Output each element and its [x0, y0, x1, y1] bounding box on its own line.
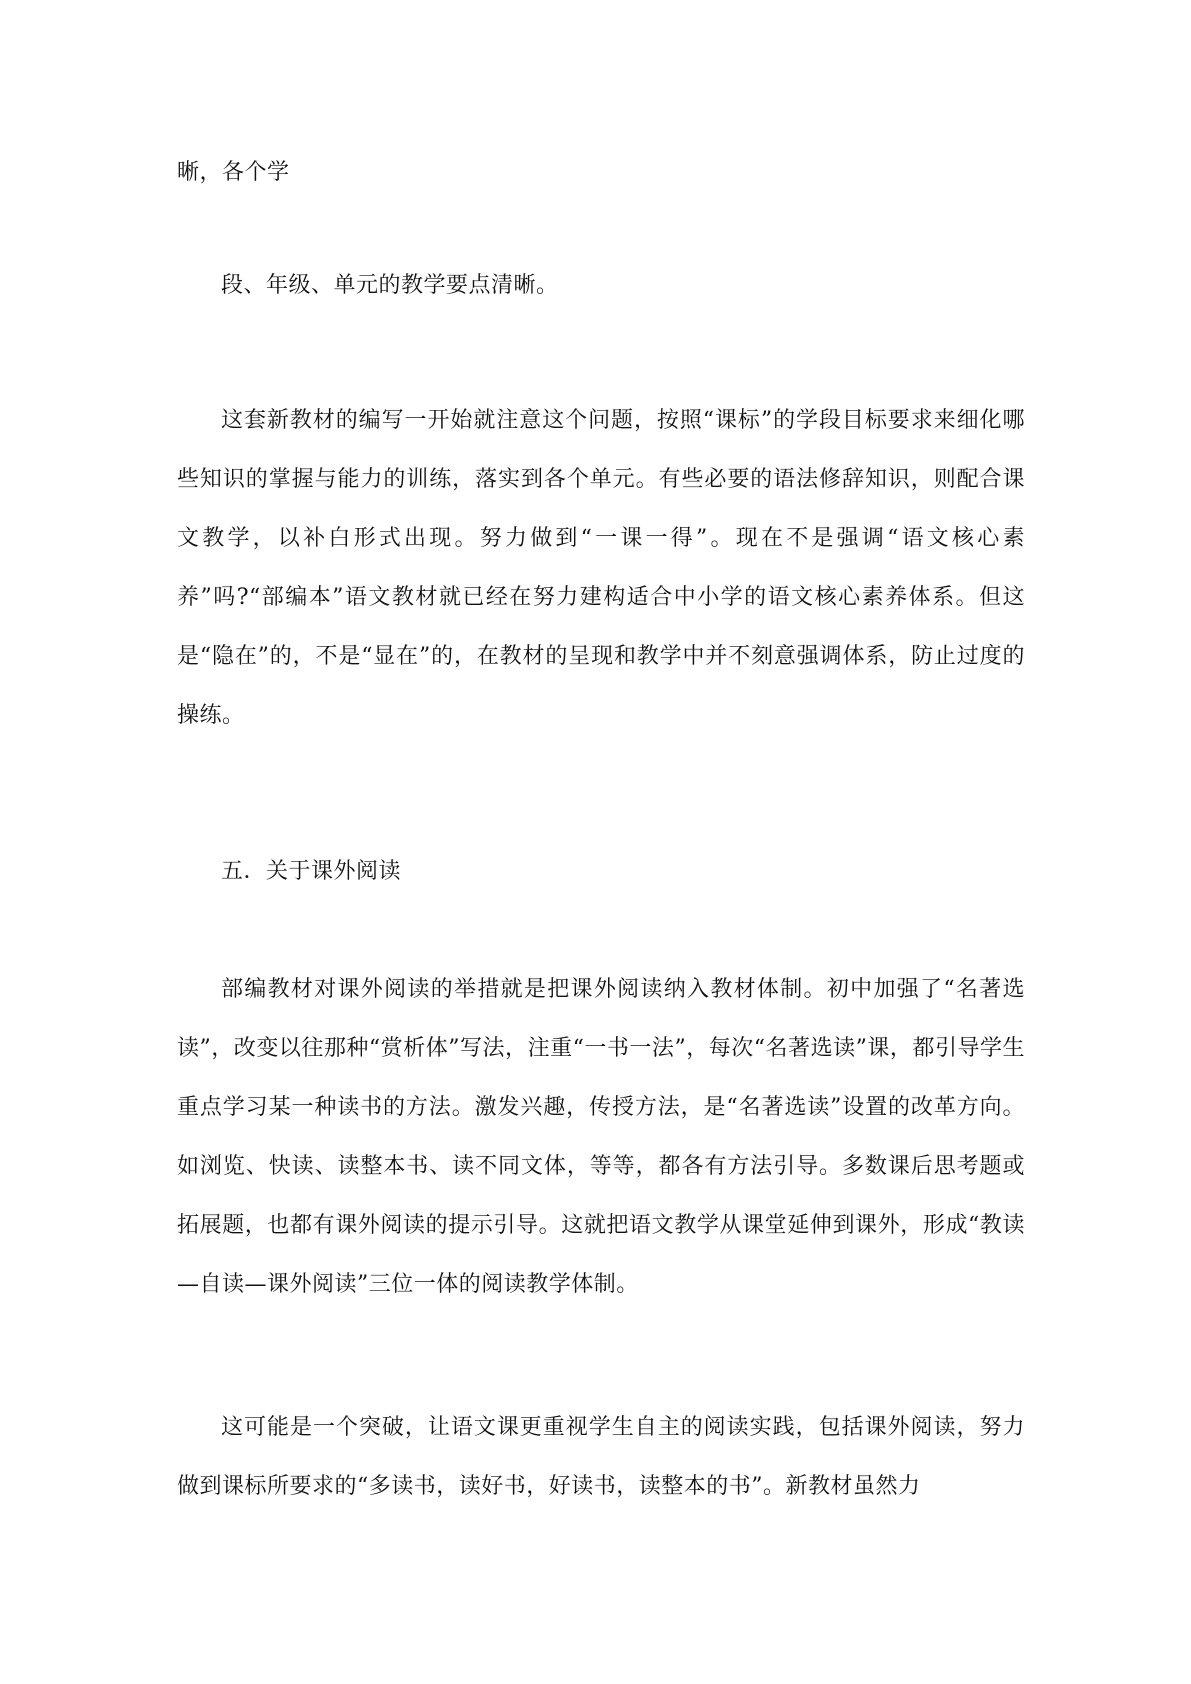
- paragraph-extracurricular-reading: 部编教材对课外阅读的举措就是把课外阅读纳入教材体制。初中加强了“名著选读”，改变以往那种“赏析体”写法，注重“一书一法”，每次“名著选读”课，都引导学生重点学习某一种读书的方法。激发兴趣，传授方法，是“名著选读”设置的改革方向。如浏览、快读、读整本书、读不同文体，等等，都各有方法引导。多数课后思考题或拓展题，也都有课外阅读的提示引导。这就把语文教学从课堂延伸到课外，形成“教读—自读—课外阅读”三位一体的阅读教学体制。: [177, 977, 1025, 1297]
- paragraph-fragment: 晰，各个学: [177, 160, 290, 185]
- paragraph-teaching-points: 段、年级、单元的教学要点清晰。: [221, 273, 559, 298]
- paragraph-breakthrough: 这可能是一个突破，让语文课更重视学生自主的阅读实践，包括课外阅读，努力做到课标所要求的“多读书，读好书，好读书，读整本的书”。新教材虽然力: [177, 1415, 1025, 1499]
- paragraph-new-textbook: 这套新教材的编写一开始就注意这个问题，按照“课标”的学段目标要求来细化哪些知识的掌握与能力的训练，落实到各个单元。有些必要的语法修辞知识，则配合课文教学，以补白形式出现。努力做到“一课一得”。现在不是强调“语文核心素养”吗?“部编本”语文教材就已经在努力建构适合中小学的语文核心素养体系。但这是“隐在”的，不是“显在”的，在教材的呈现和教学中并不刻意强调体系，防止过度的操练。: [177, 408, 1025, 728]
- section-heading: 五．关于课外阅读: [221, 859, 402, 884]
